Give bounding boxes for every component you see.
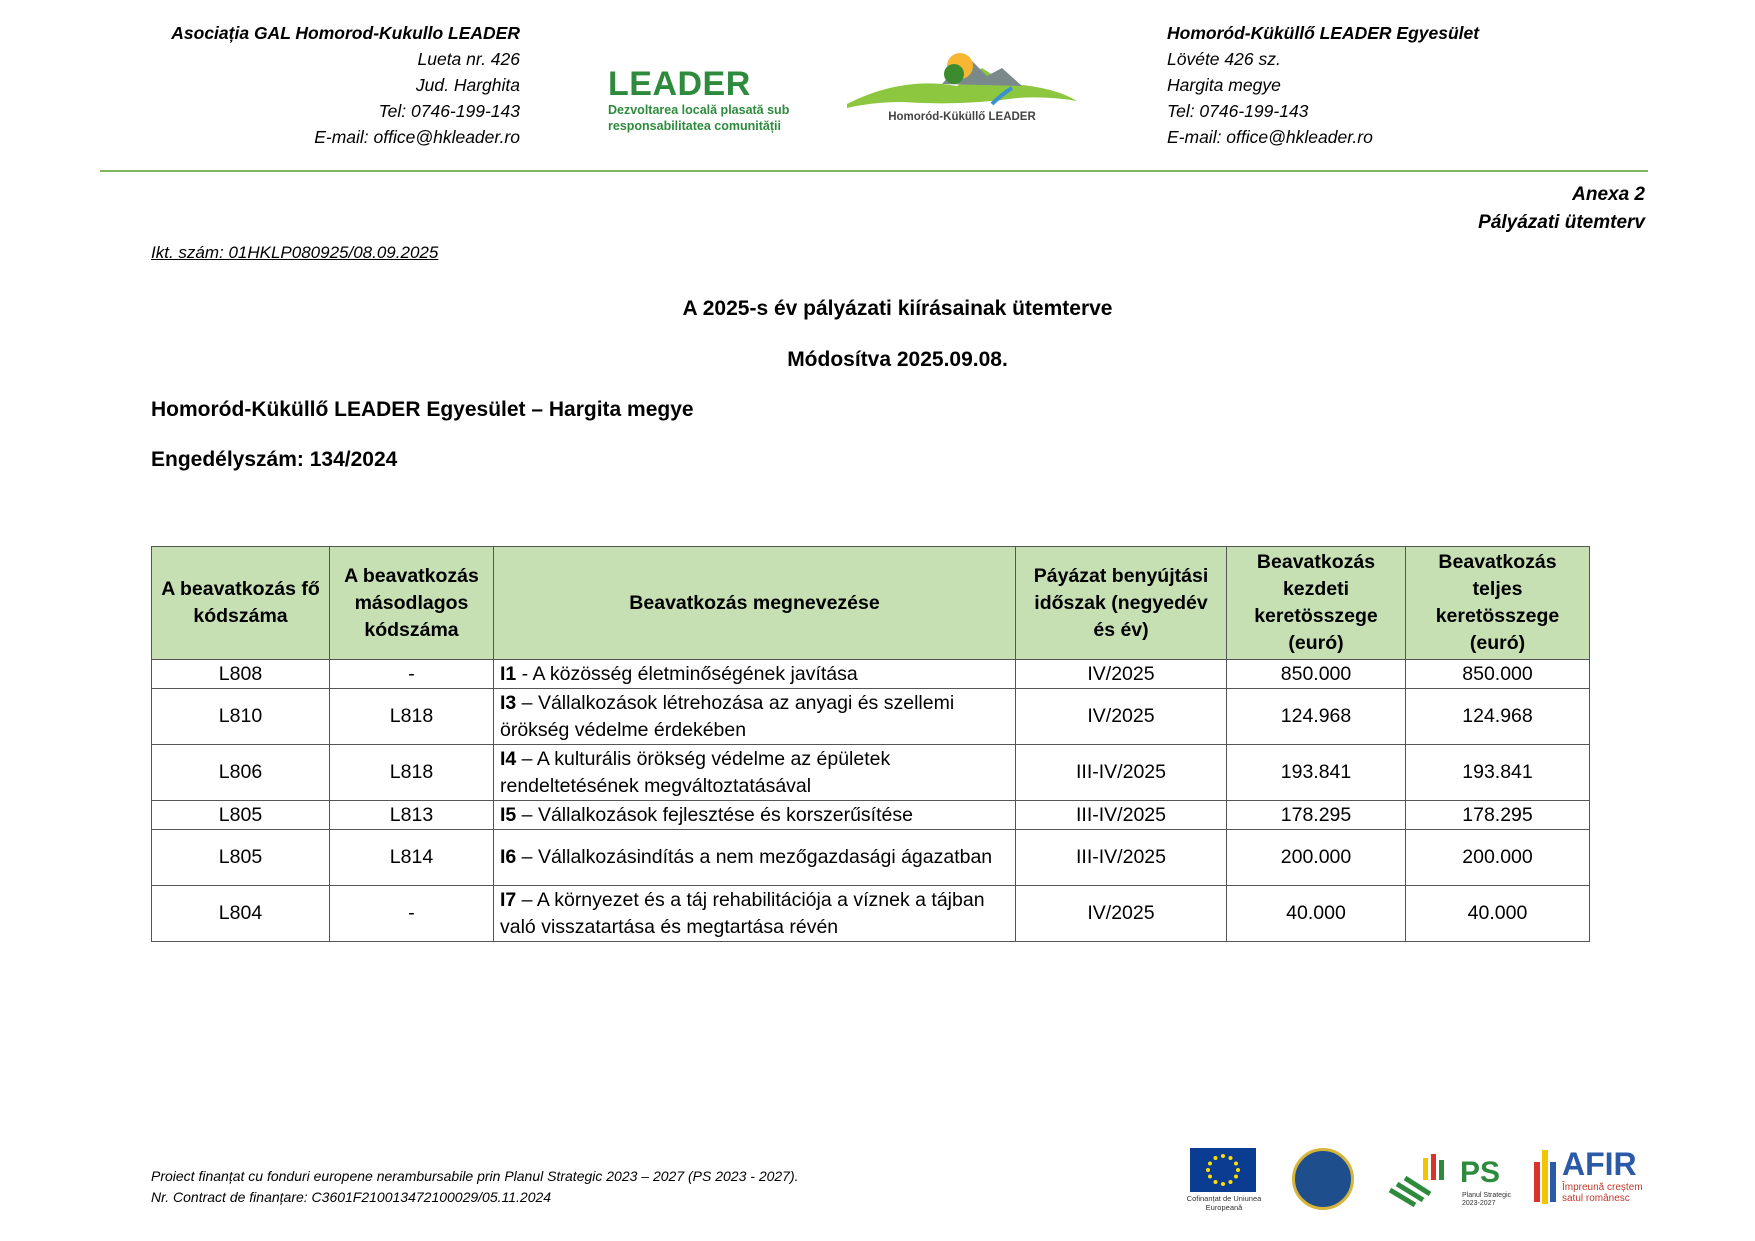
tree-icon — [944, 64, 964, 84]
table-row — [152, 886, 1590, 942]
period-cell: IV/2025 — [1016, 886, 1227, 942]
table-row — [152, 689, 1590, 745]
period-cell: III-IV/2025 — [1016, 830, 1227, 886]
intervention-name-cell — [494, 689, 1016, 745]
intervention-name-cell — [494, 745, 1016, 801]
table-row — [152, 801, 1590, 830]
afir-text: AFIR — [1562, 1146, 1637, 1182]
annex-number: Anexa 2 — [1572, 184, 1645, 205]
header-left-street: Lueta nr. 426 — [417, 49, 520, 69]
main-code-cell: L810 — [152, 689, 330, 745]
main-code-cell: L805 — [152, 801, 330, 830]
period-cell: IV/2025 — [1016, 689, 1227, 745]
afir-tagline-1: Împreună creștem — [1562, 1182, 1643, 1193]
table-row — [152, 830, 1590, 886]
footer-line-2: Nr. Contract de finanțare: C3601F210013472100029/05.11.2024 — [151, 1189, 552, 1205]
hk-logo-caption: Homoród-Küküllő LEADER — [888, 111, 1036, 123]
ps-caption-1: Planul Strategic — [1462, 1192, 1512, 1199]
afir-tagline-2: satul românesc — [1562, 1193, 1630, 1204]
total-budget-cell: 200.000 — [1406, 830, 1590, 886]
eu-flag-icon — [1190, 1148, 1256, 1192]
initial-budget-cell: 200.000 — [1227, 830, 1406, 886]
header-right-phone: Tel: 0746-199-143 — [1167, 101, 1309, 121]
table-row — [152, 745, 1590, 801]
initial-budget-cell: 193.841 — [1227, 745, 1406, 801]
period-cell: III-IV/2025 — [1016, 801, 1227, 830]
main-code-cell: L804 — [152, 886, 330, 942]
total-budget-cell: 40.000 — [1406, 886, 1590, 942]
romanian-government-seal-icon — [1292, 1148, 1354, 1210]
total-budget-cell: 178.295 — [1406, 801, 1590, 830]
initial-budget-cell: 850.000 — [1227, 660, 1406, 689]
organization-name: Homoród-Küküllő LEADER Egyesület – Hargita megye — [151, 398, 694, 421]
header-divider — [100, 170, 1648, 172]
intervention-code: I3 — [500, 691, 517, 714]
initial-budget-cell: 40.000 — [1227, 886, 1406, 942]
header-right-street: Lövéte 426 sz. — [1167, 49, 1281, 69]
header-left-county: Jud. Harghita — [415, 75, 520, 95]
intervention-code: I4 — [500, 747, 517, 770]
secondary-code-cell: L813 — [330, 801, 494, 830]
intervention-name: – A kulturális örökség védelme az épületek rendeltetésének megváltoztatásával — [500, 747, 891, 797]
intervention-code: I6 — [500, 846, 517, 868]
afir-tagline — [1562, 1182, 1643, 1204]
period-cell: III-IV/2025 — [1016, 745, 1227, 801]
secondary-code-cell: - — [330, 886, 494, 942]
header-right-address — [1167, 20, 1587, 150]
document-title: A 2025-s év pályázati kiírásainak ütemterve — [682, 297, 1113, 320]
ps-caption-2: 2023-2027 — [1462, 1200, 1496, 1207]
intervention-name: – A környezet és a táj rehabilitációja a víznek a tájban való visszatartása és megtartása révén — [500, 888, 985, 938]
modified-date: Módosítva 2025.09.08. — [787, 348, 1008, 371]
secondary-code-cell: L814 — [330, 830, 494, 886]
header-left-phone: Tel: 0746-199-143 — [378, 101, 520, 121]
leader-logo-subtitle-1: Dezvoltarea locală plasată sub — [608, 103, 790, 117]
annex-label — [1478, 181, 1645, 237]
header-right-email: E-mail: office@hkleader.ro — [1167, 127, 1373, 147]
intervention-name-cell — [494, 801, 1016, 830]
footer-line-1: Proiect finanțat cu fonduri europene nerambursabile prin Planul Strategic 2023 – 2027 (PS 2023 - 2027). — [151, 1168, 799, 1184]
initial-budget-cell: 178.295 — [1227, 801, 1406, 830]
intervention-name-cell — [494, 830, 1016, 886]
main-code-cell: L806 — [152, 745, 330, 801]
intervention-code: I5 — [500, 803, 517, 826]
intervention-code: I7 — [500, 888, 517, 911]
license-number: Engedélyszám: 134/2024 — [151, 448, 398, 471]
intervention-name-cell — [494, 660, 1016, 689]
main-code-cell: L808 — [152, 660, 330, 689]
secondary-code-cell: - — [330, 660, 494, 689]
intervention-code: I1 — [500, 662, 517, 685]
ps-caption — [1462, 1192, 1511, 1208]
ps-text: PS — [1460, 1156, 1501, 1189]
leader-logo-word: LEADER — [608, 65, 751, 103]
eu-caption: Cofinanțat de Uniunea Europeană — [1186, 1194, 1262, 1212]
header-submission-period: Páyázat benyújtási időszak (negyedév és év) — [1016, 547, 1227, 660]
main-code-cell: L805 — [152, 830, 330, 886]
footer-funding-note — [151, 1166, 799, 1208]
header-secondary-code: A beavatkozás másodlagos kódszáma — [330, 547, 494, 660]
initial-budget-cell: 124.968 — [1227, 689, 1406, 745]
secondary-code-cell: L818 — [330, 689, 494, 745]
total-budget-cell: 850.000 — [1406, 660, 1590, 689]
header-left-org: Asociația GAL Homorod-Kukullo LEADER — [171, 23, 520, 43]
total-budget-cell: 193.841 — [1406, 745, 1590, 801]
leader-logo — [608, 66, 818, 134]
total-budget-cell: 124.968 — [1406, 689, 1590, 745]
secondary-code-cell: L818 — [330, 745, 494, 801]
header-main-code: A beavatkozás fő kódszáma — [152, 547, 330, 660]
reference-number: Ikt. szám: 01HKLP080925/08.09.2025 — [151, 243, 439, 262]
annex-title: Pályázati ütemterv — [1478, 212, 1645, 233]
table-row — [152, 660, 1590, 689]
header-right-org: Homoród-Küküllő LEADER Egyesület — [1167, 23, 1480, 43]
intervention-name-cell — [494, 886, 1016, 942]
intervention-name: - A közösség életminőségének javítása — [516, 662, 858, 685]
header-initial-budget: Beavatkozás kezdeti keretösszege (euró) — [1227, 547, 1406, 660]
header-total-budget: Beavatkozás teljes keretösszege (euró) — [1406, 547, 1590, 660]
period-cell: IV/2025 — [1016, 660, 1227, 689]
table-header-row — [152, 547, 1590, 660]
header-left-email: E-mail: office@hkleader.ro — [314, 127, 520, 147]
leader-logo-subtitle-2: responsabilitatea comunității — [608, 119, 781, 133]
header-intervention-name: Beavatkozás megnevezése — [494, 547, 1016, 660]
intervention-name: – Vállalkozásindítás a nem mezőgazdasági ágazatban — [516, 846, 993, 868]
intervention-name: – Vállalkozások fejlesztése és korszerűsítése — [516, 803, 913, 826]
header-right-county: Hargita megye — [1167, 75, 1281, 95]
schedule-table — [151, 546, 1590, 942]
header-left-address — [150, 20, 520, 150]
intervention-name: – Vállalkozások létrehozása az anyagi és szellemi örökség védelme érdekében — [500, 691, 955, 741]
